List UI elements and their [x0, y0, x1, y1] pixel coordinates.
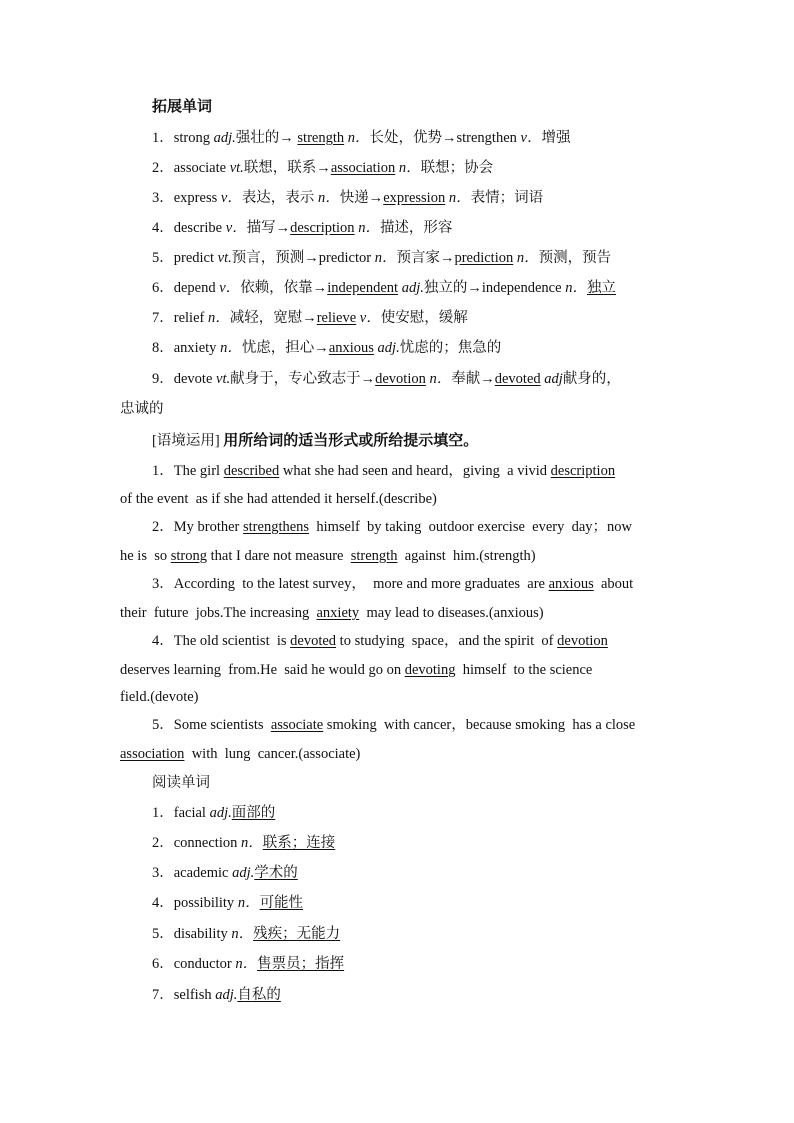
sentence-text: himself to the science	[455, 662, 593, 678]
part-of-speech: n．	[448, 190, 471, 206]
answer: association	[330, 160, 396, 176]
meaning: 使安慰，缓解	[380, 310, 468, 326]
answer: strength	[350, 548, 398, 564]
practice-title: [语境运用]	[152, 433, 220, 449]
sentence-line	[152, 517, 712, 537]
item-number: 3．	[152, 190, 174, 206]
answer: associate	[270, 717, 324, 733]
section-title-expansion-words: 拓展单词	[152, 99, 213, 115]
word: facial	[173, 805, 206, 821]
sentence-text: may lead to diseases.(anxious)	[359, 605, 544, 621]
meaning: 预言，预测→predictor	[231, 250, 372, 266]
word: connection	[173, 835, 238, 851]
sentence-text: 1．The girl	[152, 463, 224, 479]
word: depend	[173, 280, 216, 296]
answer: 学术的	[254, 865, 298, 881]
part-of-speech: n．	[235, 956, 258, 972]
item-number: 5．	[152, 250, 174, 266]
part-of-speech: n．	[516, 250, 539, 266]
word: relief	[173, 310, 205, 326]
part-of-speech: n．	[429, 371, 452, 387]
item-number: 2．	[152, 160, 174, 176]
meaning: 增强	[541, 130, 571, 146]
practice-instruction: 用所给词的适当形式或所给提示填空。	[223, 433, 479, 449]
meaning: 长处，优势→strengthen	[369, 130, 517, 146]
part-of-speech: vt.	[229, 160, 244, 176]
answer: independent	[327, 280, 399, 296]
part-of-speech: n．	[398, 160, 421, 176]
sentence-line	[120, 546, 680, 566]
part-of-speech: adj.	[209, 805, 232, 821]
part-of-speech: vt.	[216, 371, 231, 387]
sentence-line	[120, 489, 680, 509]
answer: 可能性	[259, 895, 304, 911]
item-number: 6．	[152, 956, 174, 972]
meaning: 表达，表示	[241, 190, 315, 206]
meaning: 依赖，依靠→	[240, 280, 328, 296]
sentence-text: himself by taking outdoor exercise every day；now	[309, 519, 633, 535]
meaning: 预言家→	[396, 250, 455, 266]
sentence-text: 3．According to the latest survey， more and more graduates are	[152, 576, 549, 592]
answer: 联系；连接	[262, 835, 336, 851]
part-of-speech: n．	[207, 310, 230, 326]
word: associate	[173, 160, 227, 176]
sentence-line	[120, 744, 680, 764]
answer: strong	[170, 548, 207, 564]
sentence-line	[120, 603, 680, 623]
word: express	[173, 190, 218, 206]
reading-item	[152, 893, 712, 913]
part-of-speech: n．	[220, 340, 242, 356]
item-number: 1．	[152, 130, 174, 146]
answer: devoted	[290, 633, 337, 649]
practice-header	[152, 431, 712, 451]
sentence-text: what she had seen and heard，giving a vivid	[279, 463, 551, 479]
answer: anxiety	[316, 605, 360, 621]
part-of-speech: v．	[359, 310, 381, 326]
answer: strength	[297, 130, 345, 146]
item-number: 4．	[152, 895, 174, 911]
item-number: 5．	[152, 926, 174, 942]
sentence-text: their future jobs.The increasing	[120, 605, 317, 621]
item-number: 7．	[152, 310, 174, 326]
part-of-speech: n．	[237, 895, 260, 911]
word: conductor	[173, 956, 232, 972]
item-number: 4．	[152, 220, 174, 236]
answer: association	[120, 746, 185, 762]
item-number: 3．	[152, 865, 174, 881]
answer: devotion	[557, 633, 608, 649]
meaning: 强壮的→	[235, 130, 294, 146]
reading-item	[152, 924, 712, 944]
reading-item	[152, 954, 712, 974]
vocab-item	[152, 338, 712, 358]
reading-item	[152, 803, 712, 823]
vocab-item	[152, 278, 712, 298]
word: possibility	[173, 895, 235, 911]
part-of-speech: n．	[565, 280, 587, 296]
word: anxiety	[173, 340, 217, 356]
meaning: 独立	[586, 280, 616, 296]
sentence-line	[152, 574, 712, 594]
part-of-speech: v．	[220, 190, 242, 206]
sentence-text: about	[593, 576, 634, 592]
part-of-speech: n．	[231, 926, 254, 942]
reading-item	[152, 833, 712, 853]
part-of-speech: v．	[225, 220, 247, 236]
sentence-text: of the event as if she had attended it herself.(describe)	[120, 491, 437, 507]
meaning: 表情；词语	[470, 190, 544, 206]
vocab-item	[152, 248, 712, 268]
meaning: 献身的，	[562, 371, 621, 387]
part-of-speech: adj.	[232, 865, 255, 881]
meaning: 描述，形容	[379, 220, 453, 236]
meaning: 快递→	[339, 190, 384, 206]
item-number: 2．	[152, 835, 174, 851]
part-of-speech: adj.	[377, 340, 400, 356]
answer: devoting	[404, 662, 456, 678]
meaning: 独立的→independence	[423, 280, 562, 296]
section-title-reading-words: 阅读单词	[152, 775, 210, 791]
answer: relieve	[316, 310, 357, 326]
sentence-text: smoking with cancer，because smoking has a close	[323, 717, 636, 733]
sentence-text: he is so	[120, 548, 171, 564]
part-of-speech: n．	[241, 835, 263, 851]
meaning: 献身于，专心致志于→	[230, 371, 376, 387]
part-of-speech: n．	[347, 130, 370, 146]
word: disability	[173, 926, 228, 942]
sentence-text: 2．My brother	[152, 519, 244, 535]
part-of-speech: vt.	[217, 250, 232, 266]
meaning: 预测，预告	[538, 250, 612, 266]
word: academic	[173, 865, 229, 881]
sentence-text: 4．The old scientist is	[152, 633, 291, 649]
reading-item	[152, 985, 712, 1005]
vocab-item	[152, 158, 712, 178]
meaning: 描写→	[246, 220, 291, 236]
vocab-item	[152, 128, 712, 148]
sentence-line	[120, 687, 680, 707]
sentence-text: with lung cancer.(associate)	[184, 746, 361, 762]
sentence-text: against him.(strength)	[397, 548, 536, 564]
sentence-text: field.(devote)	[120, 689, 199, 705]
vocab-item	[152, 369, 712, 389]
word: predict	[173, 250, 215, 266]
answer: 售票员；指挥	[257, 956, 345, 972]
sentence-text: that I dare not measure	[207, 548, 351, 564]
part-of-speech: v．	[219, 280, 241, 296]
part-of-speech: n．	[374, 250, 397, 266]
meaning: 联想；协会	[420, 160, 494, 176]
meaning: 联想，联系→	[243, 160, 331, 176]
item-number: 8．	[152, 340, 174, 356]
answer: devotion	[375, 371, 426, 387]
item-number: 7．	[152, 987, 174, 1003]
part-of-speech: adj	[544, 371, 563, 387]
vocab-item	[152, 308, 712, 328]
sentence-line	[152, 715, 712, 735]
answer: devoted	[494, 371, 541, 387]
meaning: 奉献→	[451, 371, 495, 387]
word: devote	[173, 371, 213, 387]
answer: 自私的	[237, 987, 281, 1003]
answer: expression	[383, 190, 446, 206]
sentence-text: deserves learning from.He said he would go on	[120, 662, 405, 678]
answer: described	[223, 463, 280, 479]
answer: description	[290, 220, 355, 236]
part-of-speech: adj.	[215, 987, 238, 1003]
part-of-speech: n．	[358, 220, 380, 236]
answer: 面部的	[231, 805, 276, 821]
sentence-line	[152, 631, 712, 651]
answer: 残疾；无能力	[253, 926, 341, 942]
part-of-speech: adj.	[401, 280, 424, 296]
sentence-text: 5．Some scientists	[152, 717, 271, 733]
part-of-speech: n．	[317, 190, 340, 206]
meaning: 减轻，宽慰→	[229, 310, 317, 326]
item-number: 1．	[152, 805, 174, 821]
part-of-speech: v．	[520, 130, 542, 146]
sentence-line	[120, 660, 680, 680]
answer: anxious	[328, 340, 374, 356]
answer: strengthens	[243, 519, 310, 535]
vocab-item	[152, 188, 712, 208]
answer: anxious	[548, 576, 594, 592]
meaning: 忧虑，担心→	[241, 340, 329, 356]
answer: prediction	[454, 250, 514, 266]
sentence-line	[152, 461, 712, 481]
sentence-text: to studying space，and the spirit of	[336, 633, 558, 649]
word: describe	[173, 220, 223, 236]
answer: description	[550, 463, 616, 479]
item-number: 6．	[152, 280, 174, 296]
reading-item	[152, 863, 712, 883]
word: strong	[173, 130, 210, 146]
word: selfish	[173, 987, 212, 1003]
vocab-continuation: 忠诚的	[120, 401, 164, 417]
vocab-item	[152, 218, 712, 238]
part-of-speech: adj.	[213, 130, 236, 146]
meaning: 忧虑的；焦急的	[399, 340, 502, 356]
item-number: 9．	[152, 371, 174, 387]
